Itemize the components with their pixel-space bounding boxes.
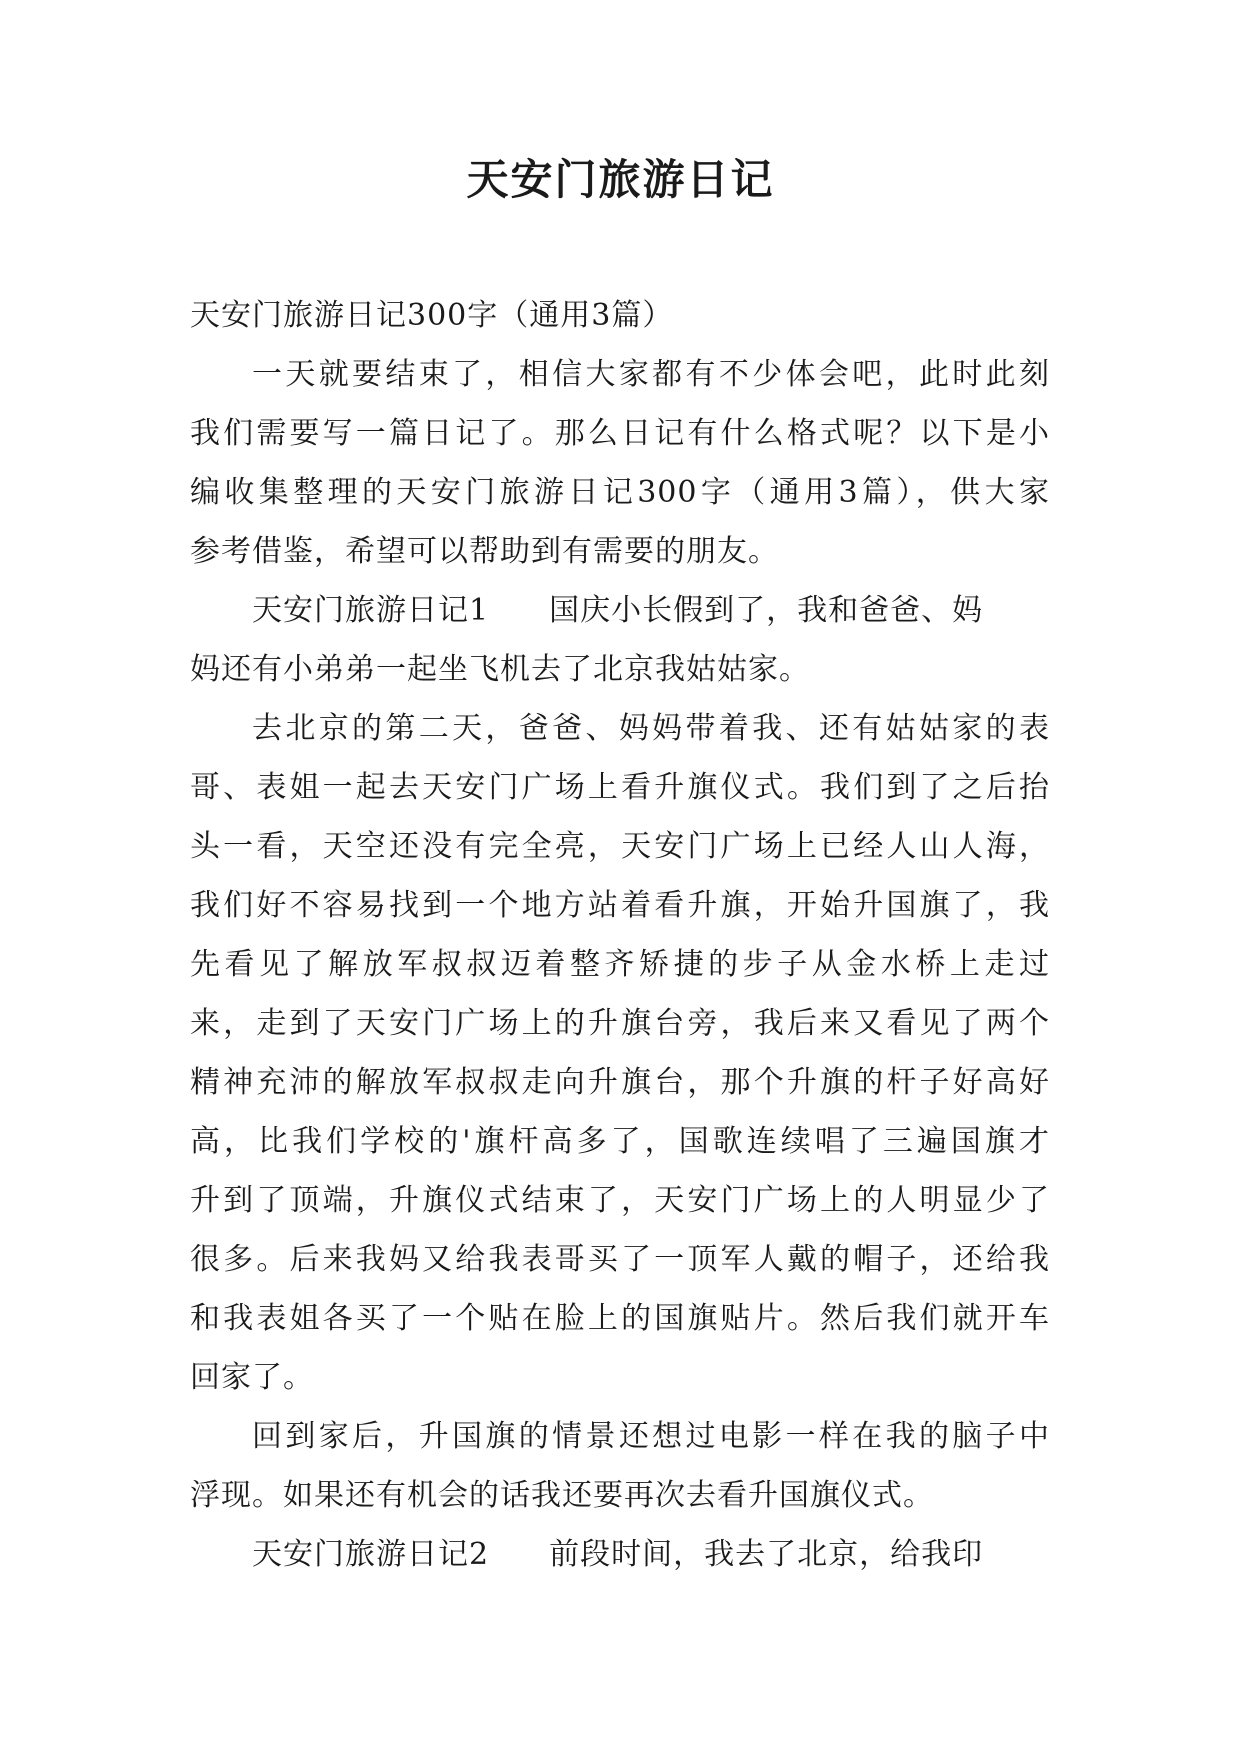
paragraph-line: 回家了。 (190, 1360, 314, 1395)
paragraph-line: 我们需要写一篇日记了。那么日记有什么格式呢？以下是小 (190, 416, 1050, 451)
paragraph-line: 精神充沛的解放军叔叔走向升旗台，那个升旗的杆子好高好 (190, 1065, 1050, 1100)
paragraph-line: 妈还有小弟弟一起坐飞机去了北京我姑姑家。 (190, 652, 810, 687)
paragraph-line: 编收集整理的天安门旅游日记300字（通用3篇），供大家 (190, 475, 1050, 510)
paragraph-line: 我们好不容易找到一个地方站着看升旗，开始升国旗了，我 (190, 888, 1050, 923)
section-heading: 天安门旅游日记1 (252, 593, 490, 628)
paragraph-line: 头一看，天空还没有完全亮，天安门广场上已经人山人海， (190, 829, 1050, 864)
paragraph-line: 去北京的第二天，爸爸、妈妈带着我、还有姑姑家的表 (252, 711, 1050, 746)
paragraph-line: 和我表姐各买了一个贴在脸上的国旗贴片。然后我们就开车 (190, 1301, 1050, 1336)
paragraph-line: 先看见了解放军叔叔迈着整齐矫捷的步子从金水桥上走过 (190, 947, 1050, 982)
section-heading: 天安门旅游日记2 (252, 1537, 490, 1572)
paragraph-line: 来，走到了天安门广场上的升旗台旁，我后来又看见了两个 (190, 1006, 1050, 1041)
paragraph-line: 一天就要结束了，相信大家都有不少体会吧，此时此刻 (252, 357, 1050, 392)
paragraph-line: 浮现。如果还有机会的话我还要再次去看升国旗仪式。 (190, 1478, 934, 1513)
paragraph-line: 参考借鉴，希望可以帮助到有需要的朋友。 (190, 534, 779, 569)
paragraph-line: 国庆小长假到了，我和爸爸、妈 (549, 593, 984, 628)
paragraph-line: 哥、表姐一起去天安门广场上看升旗仪式。我们到了之后抬 (190, 770, 1050, 805)
document-subtitle: 天安门旅游日记300字（通用3篇） (190, 298, 674, 333)
section-heading-line (190, 581, 1050, 640)
document-body (190, 286, 1050, 1584)
document-title: 天安门旅游日记 (466, 155, 775, 204)
paragraph-line: 升到了顶端，升旗仪式结束了，天安门广场上的人明显少了 (190, 1183, 1050, 1218)
paragraph-line: 很多。后来我妈又给我表哥买了一顶军人戴的帽子，还给我 (190, 1242, 1050, 1277)
paragraph-line: 回到家后，升国旗的情景还想过电影一样在我的脑子中 (252, 1419, 1050, 1454)
section-heading-line (190, 1525, 1050, 1584)
paragraph-line: 高，比我们学校的'旗杆高多了，国歌连续唱了三遍国旗才 (190, 1124, 1050, 1159)
paragraph-line: 前段时间，我去了北京，给我印 (549, 1537, 984, 1572)
